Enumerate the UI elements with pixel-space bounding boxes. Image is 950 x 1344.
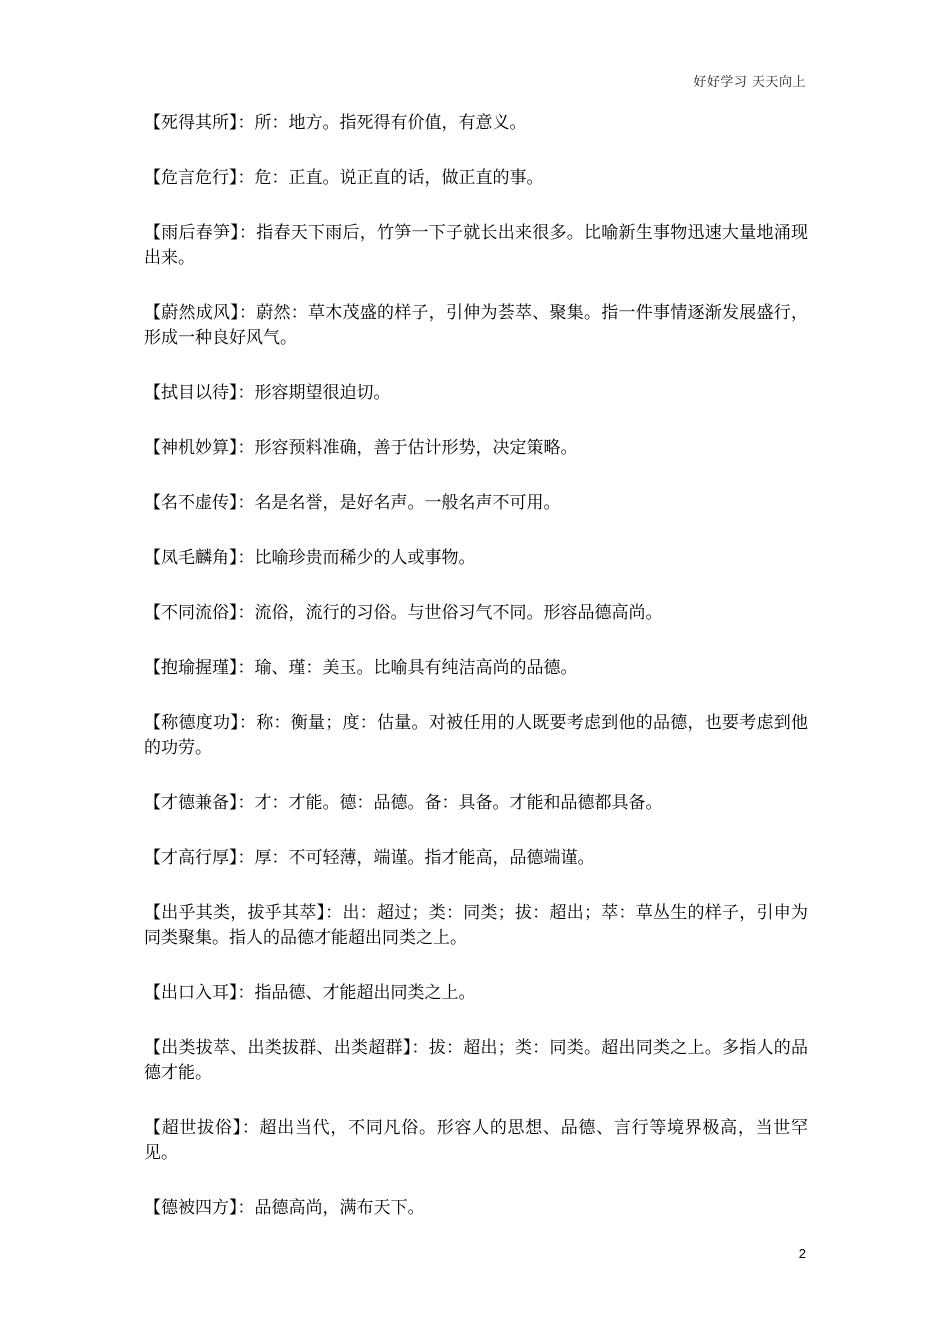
idiom-entry: [144, 791, 808, 816]
idiom-entry: [144, 491, 808, 516]
idiom-entry: [144, 381, 808, 406]
idiom-definition: ：指品德、才能超出同类之上。: [237, 983, 476, 1003]
idiom-term: 【出类拔萃、出类拔群、出类超群】: [144, 1038, 412, 1058]
idiom-term: 【才高行厚】: [144, 848, 238, 868]
idiom-term: 【蔚然成风】: [144, 303, 239, 323]
idiom-term: 【称德度功】: [144, 713, 239, 733]
idiom-definition: ：蔚然：草木茂盛的样子，引伸为荟萃、聚集。指一件事情逐渐发展盛行，形成一种良好风气。: [144, 303, 808, 348]
idiom-definition: ：称：衡量；度：估量。对被任用的人既要考虑到他的品德，也要考虑到他的功劳。: [144, 713, 808, 758]
idiom-entry: [144, 1036, 808, 1086]
idiom-definition: ：危：正直。说正直的话，做正直的事。: [237, 168, 544, 188]
idiom-term: 【雨后春笋】: [144, 223, 239, 243]
idiom-term: 【危言危行】: [144, 168, 238, 188]
idiom-definition: ：形容预料准确，善于估计形势，决定策略。: [237, 438, 578, 458]
idiom-term: 【死得其所】: [144, 113, 238, 133]
idiom-definition: ：出：超过；类：同类；拔：超出；萃：草丛生的样子，引申为同类聚集。指人的品德才能超出同类之上。: [144, 903, 808, 948]
idiom-term: 【凤毛麟角】: [144, 548, 238, 568]
idiom-term: 【拭目以待】: [144, 383, 238, 403]
idiom-definition: ：拔：超出；类：同类。超出同类之上。多指人的品德才能。: [144, 1038, 808, 1083]
idiom-list: [144, 111, 808, 1251]
idiom-entry: [144, 166, 808, 191]
idiom-definition: ：才：才能。德：品德。备：具备。才能和品德都具备。: [237, 793, 663, 813]
idiom-entry: [144, 901, 808, 951]
idiom-entry: [144, 981, 808, 1006]
idiom-entry: [144, 846, 808, 871]
idiom-definition: ：超出当代，不同凡俗。形容人的思想、品德、言行等境界极高，当世罕见。: [144, 1118, 809, 1163]
idiom-entry: [144, 711, 808, 761]
idiom-definition: ：流俗，流行的习俗。与世俗习气不同。形容品德高尚。: [237, 603, 663, 623]
idiom-definition: ：比喻珍贵而稀少的人或事物。: [237, 548, 476, 568]
idiom-definition: ：厚：不可轻薄，端谨。指才能高，品德端谨。: [237, 848, 595, 868]
idiom-entry: [144, 221, 808, 271]
idiom-entry: [144, 1196, 808, 1221]
idiom-term: 【不同流俗】: [144, 603, 238, 623]
page-number: 2: [798, 1246, 806, 1261]
idiom-term: 【抱瑜握瑾】: [144, 658, 238, 678]
idiom-term: 【神机妙算】: [144, 438, 238, 458]
idiom-definition: ：指春天下雨后，竹笋一下子就长出来很多。比喻新生事物迅速大量地涌现出来。: [144, 223, 808, 268]
idiom-definition: ：品德高尚，满布天下。: [237, 1198, 425, 1218]
idiom-definition: ：瑜、瑾：美玉。比喻具有纯洁高尚的品德。: [237, 658, 578, 678]
idiom-entry: [144, 301, 808, 351]
idiom-entry: [144, 111, 808, 136]
idiom-term: 【出乎其类，拔乎其萃】: [144, 903, 326, 923]
idiom-entry: [144, 546, 808, 571]
idiom-definition: ：所：地方。指死得有价值，有意义。: [237, 113, 527, 133]
idiom-entry: [144, 1116, 808, 1166]
page-header: 好好学习 天天向上: [693, 75, 806, 90]
idiom-definition: ：形容期望很迫切。: [237, 383, 391, 403]
idiom-term: 【超世拔俗】: [144, 1118, 242, 1138]
idiom-definition: ：名是名誉，是好名声。一般名声不可用。: [237, 493, 561, 513]
idiom-entry: [144, 656, 808, 681]
idiom-term: 【出口入耳】: [144, 983, 238, 1003]
idiom-term: 【德被四方】: [144, 1198, 238, 1218]
idiom-term: 【名不虚传】: [144, 493, 238, 513]
idiom-entry: [144, 436, 808, 461]
idiom-term: 【才德兼备】: [144, 793, 238, 813]
idiom-entry: [144, 601, 808, 626]
